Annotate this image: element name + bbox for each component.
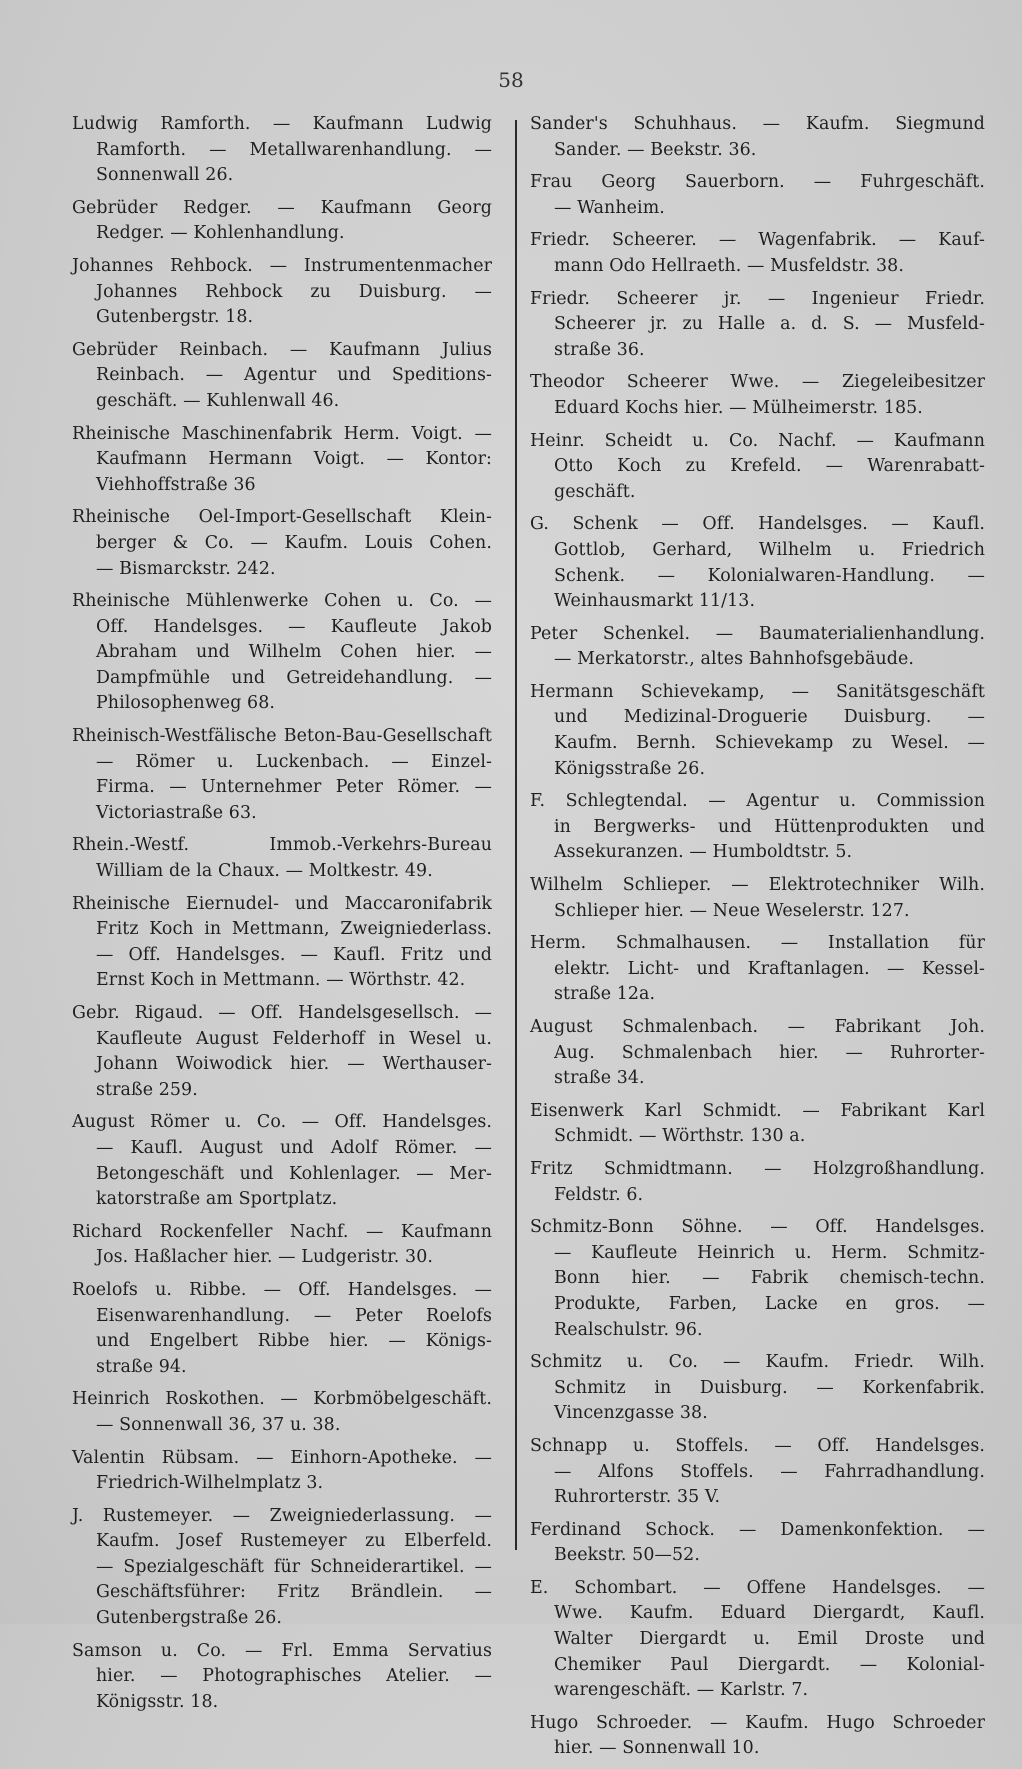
directory-entry [530,931,985,1008]
entry-heading-line: Frau Georg Sauerborn. — Fuhrgeschäft. [530,172,985,193]
entry-line: in Bergwerks- und Hüttenprodukten und [554,816,985,837]
directory-entry [72,1446,492,1497]
entry-line: Victoriastraße 63. [96,802,257,823]
entry-line: und Engelbert Ribbe hier. — Königs- [96,1331,492,1352]
directory-entry [72,1639,492,1716]
directory-entry [72,1278,492,1380]
entry-line: Eisenwarenhandlung. — Peter Roelofs [96,1305,492,1326]
entry-line: — Off. Handelsges. — Kaufl. Fritz und [96,944,492,965]
entry-line: geschäft. [554,481,636,502]
entry-line: geschäft. — Kuhlenwall 46. [96,390,340,411]
entry-line: Kaufleute August Felderhoff in Wesel u. [96,1028,492,1049]
entry-line: Friedrich-Wilhelmplatz 3. [96,1473,324,1494]
entry-line: — Römer u. Luckenbach. — Einzel- [96,751,492,772]
entry-heading-line: Wilhelm Schlieper. — Elektrotechniker Wilh. [530,875,985,896]
entry-heading-line: Richard Rockenfeller Nachf. — Kaufmann [72,1221,492,1242]
directory-entry [530,873,985,924]
directory-entry [530,287,985,364]
entry-line: Ramforth. — Metallwarenhandlung. — [96,139,492,160]
entry-line: — Merkatorstr., altes Bahnhofsgebäude. [554,649,915,670]
directory-entry [72,833,492,884]
entry-line: Chemiker Paul Diergardt. — Kolonial- [554,1654,985,1675]
entry-line: Johannes Rehbock zu Duisburg. — [96,281,492,302]
entry-line: mann Odo Hellraeth. — Musfeldstr. 38. [554,255,904,276]
directory-entry [72,196,492,247]
entry-line: berger & Co. — Kaufm. Louis Cohen. [96,532,492,553]
entry-line: Reinbach. — Agentur und Speditions- [96,365,492,386]
entry-line: — Bismarckstr. 242. [96,558,276,579]
entry-line: Geschäftsführer: Fritz Brändlein. — [96,1582,492,1603]
entry-line: Sander. — Beekstr. 36. [554,139,757,160]
entry-heading-line: August Römer u. Co. — Off. Handelsges. [72,1112,492,1133]
directory-entry [530,429,985,506]
entry-line: Redger. — Kohlenhandlung. [96,223,345,244]
entry-line: Weinhausmarkt 11/13. [554,591,756,612]
entry-line: Fritz Koch in Mettmann, Zweigniederlass. [96,919,492,940]
right-column [530,112,985,1769]
entry-line: — Sonnenwall 36, 37 u. 38. [96,1414,341,1435]
entry-line: Gutenbergstraße 26. [96,1608,283,1629]
directory-entry [72,724,492,826]
directory-entry [530,1099,985,1150]
entry-line: Off. Handelsges. — Kaufleute Jakob [96,616,492,637]
directory-entry [530,112,985,163]
entry-heading-line: Sander's Schuhhaus. — Kaufm. Siegmund [530,114,985,134]
entry-heading-line: Ferdinand Schock. — Damenkonfektion. — [530,1519,985,1540]
entry-line: Eduard Kochs hier. — Mülheimerstr. 185. [554,397,923,418]
directory-entry [72,1001,492,1103]
entry-line: — Alfons Stoffels. — Fahrradhandlung. [554,1461,985,1482]
directory-entry [530,789,985,866]
entry-line: Aug. Schmalenbach hier. — Ruhrorter- [554,1042,985,1063]
entry-heading-line: Hugo Schroeder. — Kaufm. Hugo Schroeder [530,1712,985,1733]
directory-entry [72,1504,492,1632]
entry-heading-line: Rheinische Eiernudel- und Maccaronifabrik [72,893,492,914]
entry-line: elektr. Licht- und Kraftanlagen. — Kessel- [554,958,985,979]
entry-line: Betongeschäft und Kohlenlager. — Mer- [96,1163,492,1184]
entry-heading-line: Theodor Scheerer Wwe. — Ziegeleibesitzer [530,372,985,393]
entry-line: Jos. Haßlacher hier. — Ludgeristr. 30. [96,1247,434,1268]
entry-heading-line: Rhein.-Westf. Immob.-Verkehrs-Bureau [72,835,492,856]
entry-heading-line: Rheinische Maschinenfabrik Herm. Voigt. — [72,423,492,444]
entry-heading-line: Peter Schenkel. — Baumaterialienhandlung. [530,623,985,644]
directory-entry [530,512,985,614]
entry-heading-line: Gebr. Rigaud. — Off. Handelsgesellsch. — [72,1003,492,1023]
entry-line: warengeschäft. — Karlstr. 7. [554,1680,809,1701]
entry-heading-line: Valentin Rübsam. — Einhorn-Apotheke. — [72,1447,492,1468]
directory-entry [72,1387,492,1438]
entry-line: Schlieper hier. — Neue Weselerstr. 127. [554,900,910,921]
entry-line: Königsstr. 18. [96,1691,219,1712]
entry-heading-line: Rheinische Mühlenwerke Cohen u. Co. — [72,591,492,612]
entry-heading-line: G. Schenk — Off. Handelsges. — Kaufl. [530,514,985,535]
entry-line: Firma. — Unternehmer Peter Römer. — [96,777,492,798]
entry-heading-line: Herm. Schmalhausen. — Installation für [530,933,985,954]
directory-entry [530,1015,985,1092]
entry-line: Sonnenwall 26. [96,165,234,186]
directory-entry [530,680,985,782]
entry-line: katorstraße am Sportplatz. [96,1189,338,1210]
directory-entry [72,1220,492,1271]
entry-line: straße 34. [554,1068,645,1089]
entry-line: Beekstr. 50—52. [554,1545,700,1566]
entry-heading-line: Fritz Schmidtmann. — Holzgroßhandlung. [530,1158,985,1179]
entry-line: Gutenbergstr. 18. [96,307,254,328]
entry-line: Wwe. Kaufm. Eduard Diergardt, Kaufl. [554,1603,985,1624]
entry-line: Königsstraße 26. [554,758,706,779]
entry-line: Realschulstr. 96. [554,1319,703,1340]
directory-entry [72,112,492,189]
entry-line: Schenk. — Kolonialwaren-Handlung. — [554,565,985,586]
entry-line: Kaufmann Hermann Voigt. — Kontor: [96,449,492,470]
directory-entry [530,1157,985,1208]
entry-line: Abraham und Wilhelm Cohen hier. — [96,642,492,663]
directory-entry [530,1434,985,1511]
entry-line: Philosophenweg 68. [96,693,276,714]
entry-heading-line: F. Schlegtendal. — Agentur u. Commission [530,791,985,812]
entry-line: — Wanheim. [554,197,665,218]
entry-heading-line: J. Rustemeyer. — Zweigniederlassung. — [72,1505,492,1526]
entry-line: hier. — Sonnenwall 10. [554,1738,760,1759]
entry-line: Vincenzgasse 38. [554,1403,708,1424]
entry-line: und Medizinal-Droguerie Duisburg. — [554,707,985,728]
entry-heading-line: Eisenwerk Karl Schmidt. — Fabrikant Karl [530,1100,985,1121]
entry-line: Bonn hier. — Fabrik chemisch-techn. [554,1268,985,1289]
left-column [72,112,492,1722]
entry-line: Walter Diergardt u. Emil Droste und [554,1629,985,1650]
entry-line: Produkte, Farben, Lacke en gros. — [554,1293,985,1314]
entry-heading-line: Johannes Rehbock. — Instrumentenmacher [72,255,492,276]
entry-line: — Kaufl. August und Adolf Römer. — [96,1137,492,1158]
entry-line: Ruhrorterstr. 35 V. [554,1487,721,1508]
entry-line: Dampfmühle und Getreidehandlung. — [96,667,492,688]
entry-line: Schmitz in Duisburg. — Korkenfabrik. [554,1377,985,1398]
directory-entry [530,1350,985,1427]
directory-entry [530,622,985,673]
entry-line: Kaufm. Josef Rustemeyer zu Elberfeld. [96,1531,492,1552]
entry-line: Schmidt. — Wörthstr. 130 a. [554,1126,806,1147]
entry-line: — Spezialgeschäft für Schneiderartikel. — [96,1556,492,1577]
entry-line: straße 36. [554,339,645,360]
entry-line: Kaufm. Bernh. Schievekamp zu Wesel. — [554,733,985,754]
entry-heading-line: August Schmalenbach. — Fabrikant Joh. [530,1017,985,1037]
entry-heading-line: Schmitz-Bonn Söhne. — Off. Handelsges. [530,1217,985,1238]
entry-heading-line: E. Schombart. — Offene Handelsges. — [530,1577,985,1598]
entry-heading-line: Friedr. Scheerer jr. — Ingenieur Friedr. [530,288,985,309]
page-number: 58 [498,68,524,92]
entry-line: Ernst Koch in Mettmann. — Wörthstr. 42. [96,970,466,991]
entry-line: William de la Chaux. — Moltkestr. 49. [96,861,433,882]
directory-entry [72,254,492,331]
entry-line: hier. — Photographisches Atelier. — [96,1666,492,1687]
entry-heading-line: Friedr. Scheerer. — Wagenfabrik. — Kauf- [530,230,985,251]
directory-entry [530,228,985,279]
entry-line: Gottlob, Gerhard, Wilhelm u. Friedrich [554,539,985,560]
directory-entry [72,505,492,582]
entry-line: straße 259. [96,1079,198,1100]
entry-heading-line: Rheinisch-Westfälische Beton-Bau-Gesellschaft [72,726,492,747]
entry-heading-line: Hermann Schievekamp, — Sanitätsgeschäft [530,681,985,702]
entry-line: Scheerer jr. zu Halle a. d. S. — Musfeld- [554,314,985,335]
entry-line: Viehhoffstraße 36 [96,474,256,495]
entry-line: — Kaufleute Heinrich u. Herm. Schmitz- [554,1242,985,1263]
entry-line: Feldstr. 6. [554,1184,644,1205]
directory-entry [530,370,985,421]
entry-line: Otto Koch zu Krefeld. — Warenrabatt- [554,456,985,477]
entry-heading-line: Schnapp u. Stoffels. — Off. Handelsges. [530,1435,985,1456]
entry-heading-line: Heinr. Scheidt u. Co. Nachf. — Kaufmann [530,430,985,451]
entry-heading-line: Rheinische Oel-Import-Gesellschaft Klein- [72,507,492,528]
directory-entry [72,589,492,717]
entry-heading-line: Gebrüder Reinbach. — Kaufmann Julius [72,339,492,360]
entry-heading-line: Heinrich Roskothen. — Korbmöbelgeschäft. [72,1389,492,1410]
directory-entry [530,1215,985,1343]
entry-line: straße 94. [96,1356,187,1377]
directory-entry [72,1110,492,1212]
directory-entry [530,1576,985,1704]
directory-entry [530,1518,985,1569]
entry-heading-line: Samson u. Co. — Frl. Emma Servatius [72,1640,492,1661]
entry-line: Assekuranzen. — Humboldtstr. 5. [554,842,853,863]
directory-entry [72,338,492,415]
entry-heading-line: Ludwig Ramforth. — Kaufmann Ludwig [72,114,492,134]
entry-line: straße 12a. [554,984,656,1005]
directory-entry [530,1711,985,1762]
entry-heading-line: Gebrüder Redger. — Kaufmann Georg [72,197,492,218]
entry-heading-line: Roelofs u. Ribbe. — Off. Handelsges. — [72,1279,492,1300]
entry-line: Johann Woiwodick hier. — Werthauser- [96,1054,492,1075]
directory-entry [72,892,492,994]
entry-heading-line: Schmitz u. Co. — Kaufm. Friedr. Wilh. [530,1352,985,1373]
column-divider [515,120,517,1550]
directory-entry [530,170,985,221]
directory-entry [72,422,492,499]
